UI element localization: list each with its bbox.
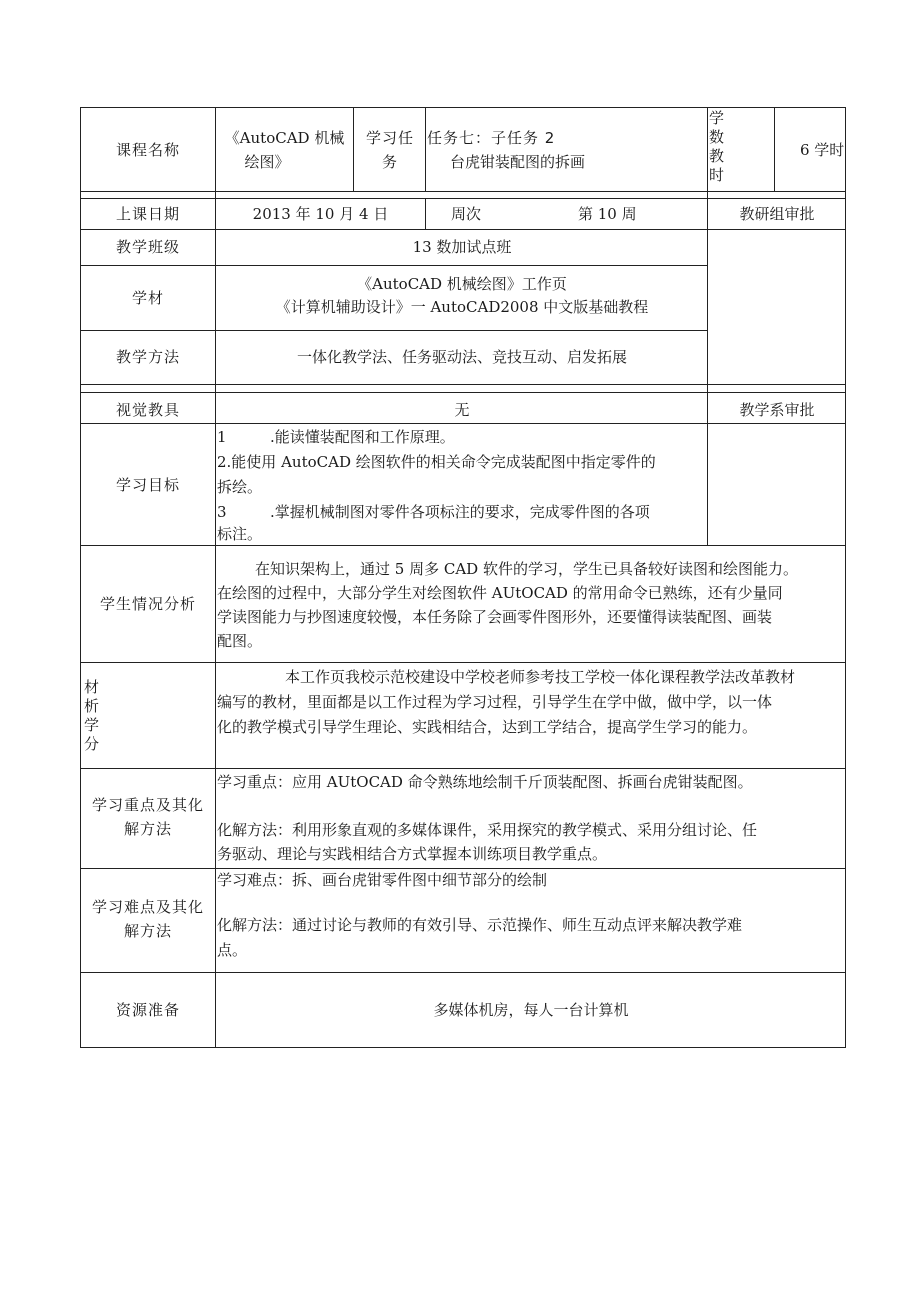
hours-label-char: 数 [709, 128, 725, 146]
research-group-approval-label: 教研组审批 [739, 205, 815, 223]
course-value-line1: 《AutoCAD 机械 [224, 129, 345, 147]
key-points-point: 学习重点：应用 AUtOCAD 命令熟练地绘制千斤顶装配图、拆画台虎钳装配图。 [217, 773, 753, 791]
material-analysis-line: 化的教学模式引导学生理论、实践相结合，达到工学结合，提高学生学习的能力。 [217, 718, 758, 736]
task-value-line1: 任务七：子任务 2 [427, 129, 556, 147]
goal-1-number: 1 [217, 428, 227, 446]
material-analysis-line: 编写的教材，里面都是以工作过程为学习过程，引导学生在学中做，做中学，以一体 [217, 693, 773, 711]
difficulties-method-line2: 点。 [217, 941, 248, 959]
rule [80, 545, 846, 546]
students-line: 在知识架构上，通过 5 周多 CAD 软件的学习，学生已具备较好读图和绘图能力。 [255, 560, 798, 578]
method-label: 教学方法 [115, 348, 180, 366]
material-analysis-label-char: 分 [84, 735, 100, 753]
visual-label: 视觉教具 [115, 401, 180, 419]
goal-2-line1: 2.能使用 AutoCAD 绘图软件的相关命令完成装配图中指定零件的 [217, 453, 656, 471]
difficulties-label-line1: 学习难点及其化 [91, 898, 204, 916]
rule [80, 662, 846, 663]
hours-value: 6 学时 [800, 141, 845, 159]
rule [80, 392, 846, 393]
task-label-line2: 务 [381, 153, 398, 171]
rule [80, 107, 81, 1048]
goal-2-line2: 拆绘。 [217, 478, 263, 496]
rule [80, 191, 846, 192]
task-value-line2: 台虎钳装配图的拆画 [450, 153, 586, 171]
difficulties-method-line1: 化解方法：通过讨论与教师的有效引导、示范操作、师生互动点评来解决教学难 [217, 916, 743, 934]
hours-label-char: 时 [709, 166, 725, 184]
key-points-label-line2: 解方法 [123, 820, 172, 838]
week-value: 第 10 周 [578, 205, 637, 223]
department-approval-label: 教学系审批 [739, 401, 815, 419]
rule [80, 768, 846, 769]
students-line: 配图。 [217, 632, 263, 650]
material-analysis-line: 本工作页我校示范校建设中学校老师参考技工学校一体化课程教学法改革教材 [285, 668, 796, 686]
class-label: 教学班级 [115, 238, 180, 256]
resources-label: 资源准备 [115, 1001, 180, 1019]
rule [80, 384, 846, 385]
rule [80, 423, 846, 424]
goals-label: 学习目标 [115, 476, 180, 494]
rule [80, 107, 846, 108]
key-points-method-line1: 化解方法：利用形象直观的多媒体课件，采用探究的教学模式、采用分组讨论、任 [217, 821, 758, 839]
students-line: 学读图能力与抄图速度较慢，本任务除了会画零件图形外，还要懂得读装配图、画装 [217, 608, 773, 626]
material-analysis-label [84, 678, 104, 754]
rule [774, 107, 775, 192]
rule [80, 198, 846, 199]
rule [425, 198, 426, 230]
course-value-line2: 绘图》 [244, 153, 290, 171]
goal-3-text: .掌握机械制图对零件各项标注的要求，完成零件图的各项 [270, 503, 650, 521]
rule [353, 107, 354, 192]
rule [215, 107, 216, 1048]
course-label: 课程名称 [115, 141, 180, 159]
goal-3-line2: 标注。 [217, 525, 263, 543]
materials-label: 学材 [131, 289, 164, 307]
date-value: 2013 年 10 月 4 日 [252, 205, 389, 223]
difficulties-point: 学习难点：拆、画台虎钳零件图中细节部分的绘制 [217, 871, 548, 889]
hours-label [709, 109, 729, 185]
visual-value: 无 [454, 401, 470, 419]
rule [425, 107, 426, 192]
goal-3-number: 3 [217, 503, 227, 521]
key-points-method-line2: 务驱动、理论与实践相结合方式掌握本训练项目教学重点。 [217, 845, 608, 863]
material-analysis-label-char: 学 [84, 716, 100, 734]
class-value: 13 数加试点班 [412, 238, 512, 256]
materials-line1: 《AutoCAD 机械绘图》工作页 [357, 275, 567, 293]
material-analysis-label-char: 材 [84, 678, 100, 696]
rule [80, 972, 846, 973]
rule [80, 265, 708, 266]
task-label-line1: 学习任 [365, 129, 414, 147]
hours-label-char: 教 [709, 147, 725, 165]
rule [845, 107, 846, 1048]
students-label: 学生情况分析 [99, 595, 196, 613]
goal-1-text: .能读懂装配图和工作原理。 [270, 428, 455, 446]
hours-label-char: 学 [709, 109, 725, 127]
materials-line2: 《计算机辅助设计》一 AutoCAD2008 中文版基础教程 [275, 298, 649, 316]
rule [80, 1047, 846, 1048]
difficulties-label-line2: 解方法 [123, 922, 172, 940]
rule [80, 330, 708, 331]
material-analysis-label-char: 析 [84, 697, 100, 715]
rule [707, 107, 708, 545]
week-label: 周次 [451, 205, 482, 223]
method-value: 一体化教学法、任务驱动法、竞技互动、启发拓展 [296, 348, 627, 366]
resources-value: 多媒体机房，每人一台计算机 [433, 1001, 629, 1019]
key-points-label-line1: 学习重点及其化 [91, 796, 204, 814]
students-line: 在绘图的过程中，大部分学生对绘图软件 AUtOCAD 的常用命令已熟练，还有少量同 [217, 584, 783, 602]
rule [80, 229, 846, 230]
date-label: 上课日期 [115, 205, 180, 223]
